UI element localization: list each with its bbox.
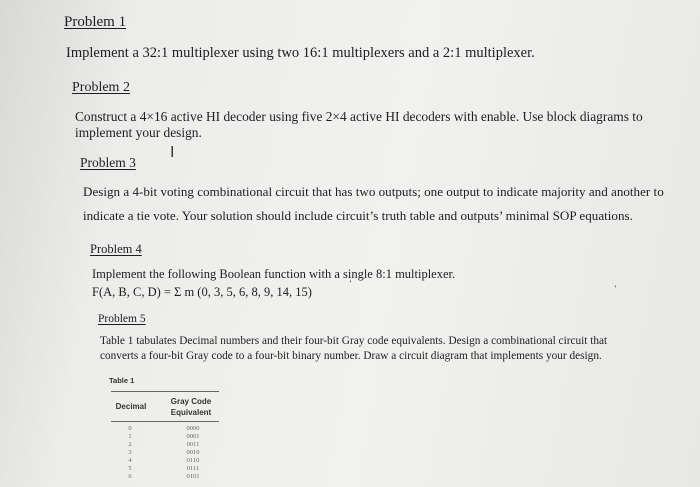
- stray-mark: ʼ: [349, 280, 352, 290]
- table-header-rule: [111, 421, 219, 422]
- problem-5-text-line-1: Table 1 tabulates Decimal numbers and their four-bit Gray code equivalents. Design a combinational circuit that: [100, 335, 608, 347]
- problem-4-heading: Problem 4: [90, 242, 142, 256]
- table-cell-gray: 0111: [186, 465, 200, 472]
- stray-mark-2: ʼ: [614, 285, 617, 295]
- problem-5-heading: Problem 5: [98, 313, 146, 325]
- table-cell-gray: 0000: [186, 425, 200, 432]
- table-cell-decimal: 1: [128, 433, 132, 440]
- text-cursor-icon: I: [170, 143, 175, 161]
- table-cell-decimal: 3: [128, 449, 132, 456]
- table-header-decimal: Decimal: [115, 402, 147, 411]
- problem-3-text-line-1: Design a 4-bit voting combinational circuit that has two outputs; one output to indicate majority and another to: [83, 184, 664, 199]
- problem-1-heading: Problem 1: [64, 14, 127, 30]
- table-cell-decimal: 2: [128, 441, 132, 448]
- problem-3-text-line-2: indicate a tie vote. Your solution should include circuit’s truth table and outputs’ minimal SOP equations.: [83, 208, 633, 223]
- table-caption: Table 1: [109, 376, 135, 385]
- problem-2-text-line-1: Construct a 4×16 active HI decoder using five 2×4 active HI decoders with enable. Use block diagrams to: [75, 109, 643, 124]
- problem-2-text-line-2: implement your design.: [75, 125, 202, 140]
- table-cell-gray: 0101: [186, 473, 200, 480]
- problem-1-text: Implement a 32:1 multiplexer using two 16:1 multiplexers and a 2:1 multiplexer.: [66, 45, 535, 61]
- table-cell-decimal: 0: [128, 425, 132, 432]
- table-cell-gray: 0010: [186, 449, 200, 456]
- problem-4-equation: F(A, B, C, D) = Σ m (0, 3, 5, 6, 8, 9, 14, 15): [92, 285, 312, 299]
- problem-5-text-line-2: converts a four-bit Gray code to a four-bit binary number. Draw a circuit diagram that implements your design.: [100, 350, 602, 362]
- table-cell-gray: 0110: [186, 457, 200, 464]
- problem-2-heading: Problem 2: [72, 80, 130, 95]
- table-cell-gray: 0011: [186, 441, 200, 448]
- table-cell-decimal: 6: [128, 473, 132, 480]
- table-header-gray-line-1: Gray Code: [170, 397, 212, 406]
- problem-3-heading: Problem 3: [80, 155, 136, 170]
- table-header-gray-line-2: Equivalent: [170, 408, 212, 417]
- table-cell-decimal: 4: [128, 457, 132, 464]
- table-cell-gray: 0001: [186, 433, 200, 440]
- table-top-rule: [111, 391, 219, 392]
- problem-4-text-line-1: Implement the following Boolean function with a single 8:1 multiplexer.: [92, 267, 456, 281]
- table-cell-decimal: 5: [128, 465, 132, 472]
